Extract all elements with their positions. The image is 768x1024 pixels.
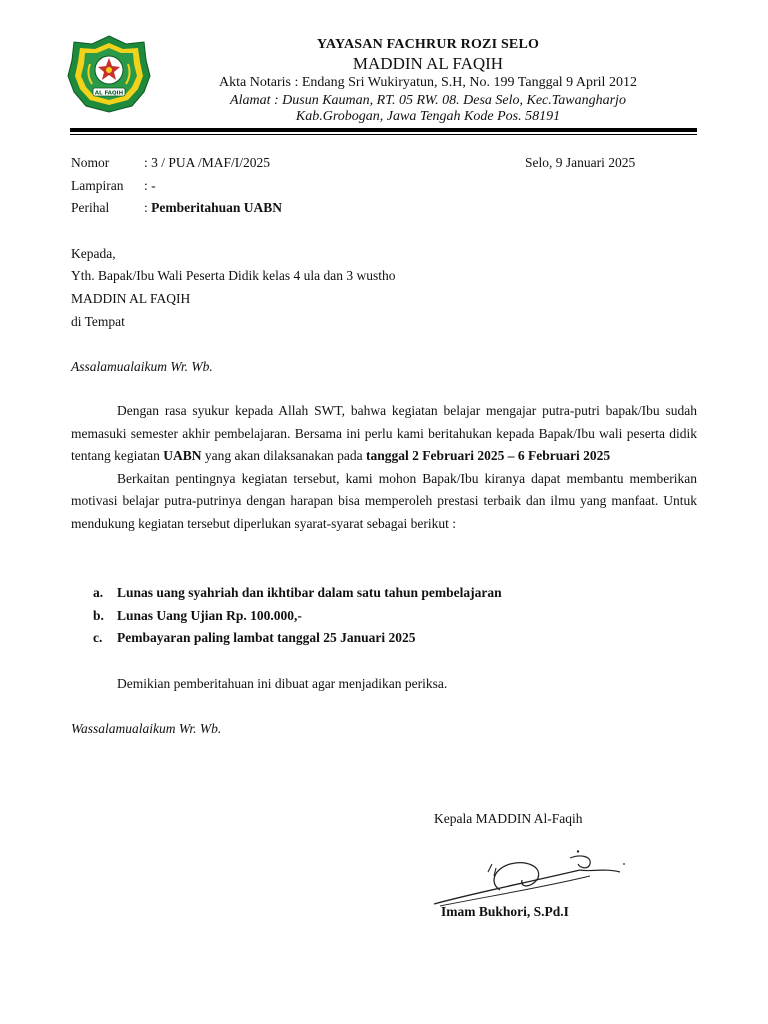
body-paragraph-1 [71, 400, 697, 468]
perihal-label: Perihal [71, 200, 110, 215]
recipient-line-3: di Tempat [71, 314, 125, 329]
body-paragraph-2: Berkaitan pentingnya kegiatan tersebut, kami mohon Bapak/Ibu kiranya dapat membantu memberikan motivasi belajar putra-putrinya dengan harapan bisa memperoleh prestasi terbaik dan ilmu yang manfaat. Untuk mendukung kegiatan tersebut diperlukan syarat-syarat sebagai berikut : [71, 470, 697, 531]
handwritten-signature [430, 850, 630, 910]
lampiran-label: Lampiran [71, 178, 124, 193]
school-logo [66, 34, 152, 114]
perihal-value: Pemberitahuan UABN [151, 200, 283, 215]
address-line-1: Alamat : Dusun Kauman, RT. 05 RW. 08. Desa Selo, Kec.Tawangharjo [230, 93, 626, 108]
recipient-greeting: Kepada, [71, 246, 116, 261]
signatory-title: Kepala MADDIN Al-Faqih [434, 811, 583, 826]
nomor-label: Nomor [71, 155, 110, 170]
nomor-value: : 3 / PUA /MAF/I/2025 [144, 155, 271, 170]
closing-salam: Wassalamualaikum Wr. Wb. [71, 721, 222, 736]
opening-salam: Assalamualaikum Wr. Wb. [71, 359, 213, 374]
institution-name: MADDIN AL FAQIH [352, 54, 504, 73]
place-date: Selo, 9 Januari 2025 [525, 155, 636, 170]
list-text: Lunas Uang Ujian Rp. 100.000,- [117, 608, 302, 623]
letterhead-divider-thin [70, 134, 697, 135]
list-marker: c. [93, 630, 103, 645]
lampiran-value: : - [144, 178, 156, 193]
list-marker: b. [93, 608, 104, 623]
closing-statement: Demikian pemberitahuan ini dibuat agar menjadikan periksa. [117, 676, 448, 691]
notary-deed: Akta Notaris : Endang Sri Wukiryatun, S.H, No. 199 Tanggal 9 April 2012 [219, 75, 637, 90]
body-p1-text-2: yang akan dilaksanakan pada [201, 448, 367, 463]
address-line-2: Kab.Grobogan, Jawa Tengah Kode Pos. 58191 [295, 109, 561, 124]
body-p1-uabn: UABN [163, 448, 202, 463]
perihal-colon: : [144, 200, 152, 215]
requirement-item [93, 629, 416, 647]
requirement-item [93, 584, 502, 602]
letterhead-divider-thick [70, 128, 697, 132]
body-p1-text: Dengan rasa syukur kepada Allah SWT, bahwa kegiatan belajar mengajar putra-putri bapak/Ibu sudah memasuki semester akhir pembelajaran. Bersama ini perlu kami beritahukan kepada Bapak/Ibu wali peserta didik tentang kegiatan [71, 403, 697, 463]
body-p1-date: tanggal 2 Februari 2025 – 6 Februari 2025 [366, 448, 611, 463]
signatory-name: Imam Bukhori, S.Pd.I [441, 904, 569, 919]
recipient-line-2: MADDIN AL FAQIH [71, 291, 191, 306]
perihal-field [144, 199, 282, 217]
foundation-name: YAYASAN FACHRUR ROZI SELO [316, 37, 540, 52]
body-text [71, 400, 697, 535]
requirement-item [93, 607, 302, 625]
list-text: Lunas uang syahriah dan ikhtibar dalam satu tahun pembelajaran [117, 585, 502, 600]
list-marker: a. [93, 585, 104, 600]
logo-text: AL FAQIH [94, 90, 124, 97]
recipient-line-1: Yth. Bapak/Ibu Wali Peserta Didik kelas 4 ula dan 3 wustho [71, 268, 396, 283]
list-text: Pembayaran paling lambat tanggal 25 Januari 2025 [117, 630, 416, 645]
